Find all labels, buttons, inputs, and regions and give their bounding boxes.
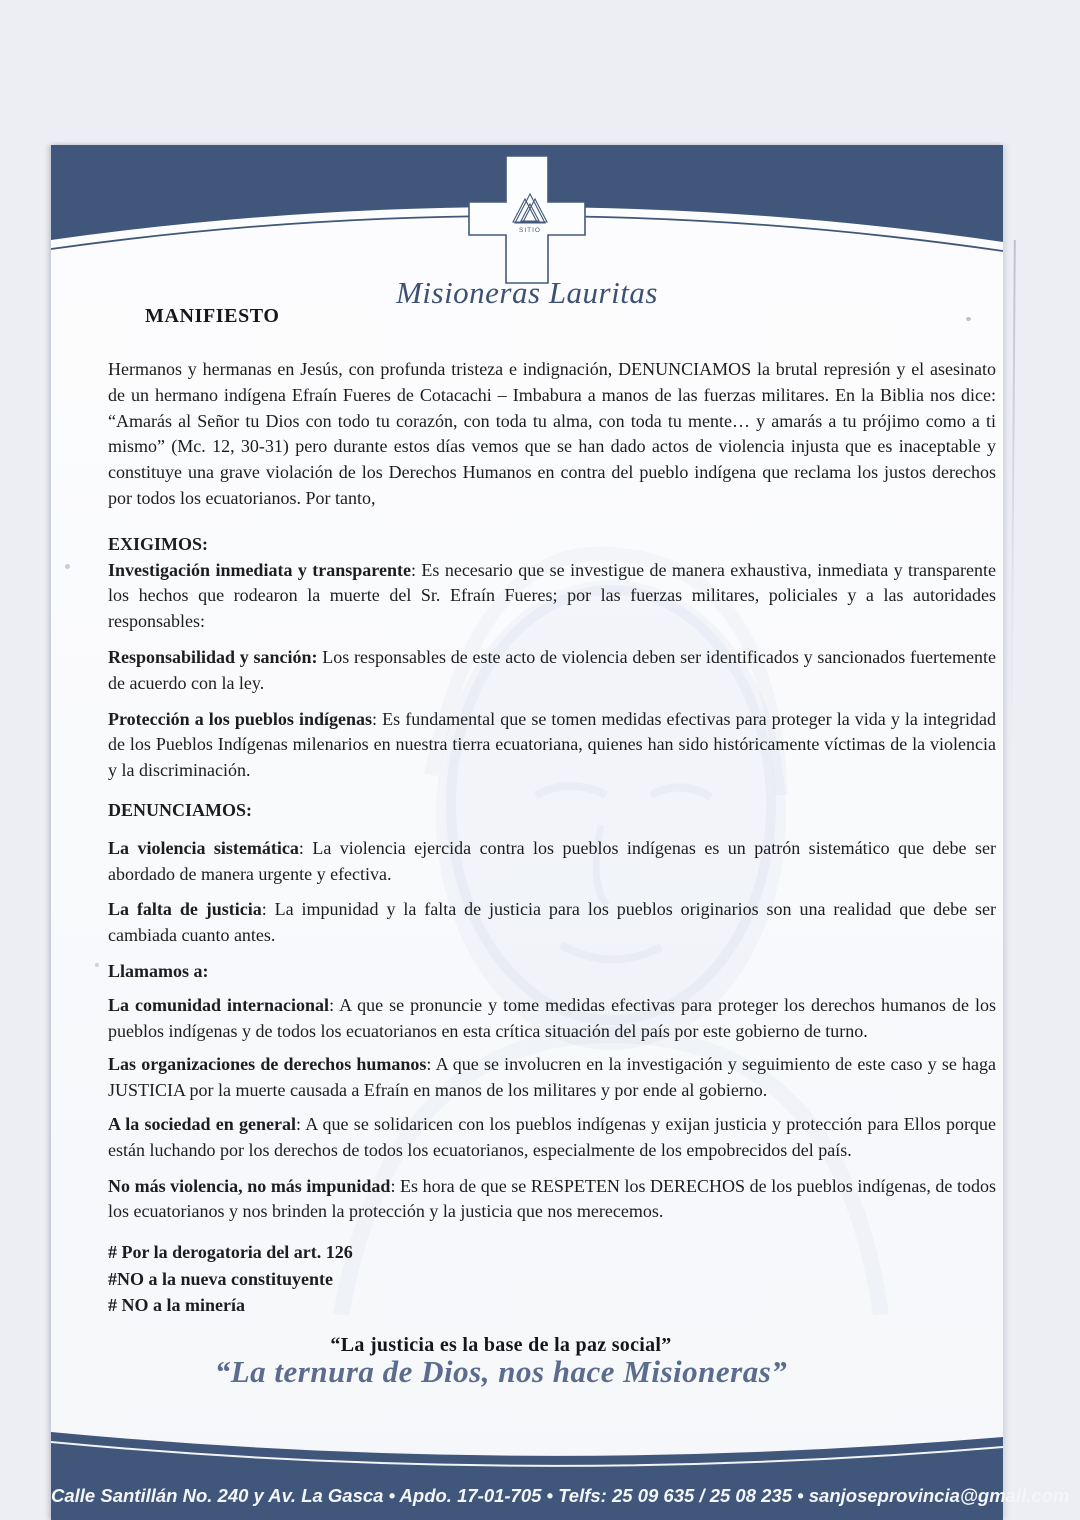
- footer-address: Calle Santillán No. 240 y Av. La Gasca • Apdo. 17-01-705 • Telfs: 25 09 635 / 25 08 235 • sanjoseprovincia@gmail.com: [51, 1485, 1070, 1506]
- hashtag-line: # Por la derogatoria del art. 126: [108, 1242, 353, 1263]
- paragraph-violencia-sistematica: [108, 836, 996, 888]
- scan-speck: [95, 963, 99, 967]
- section-heading-llamamos: Llamamos a:: [108, 960, 209, 981]
- manifesto-body: [108, 357, 997, 1390]
- scan-speck: [966, 317, 971, 321]
- paragraph-lead: La violencia sistemática: [108, 837, 299, 858]
- section-heading-exigimos: EXIGIMOS:: [108, 533, 209, 554]
- hashtag-line: # NO a la minería: [108, 1295, 245, 1316]
- paragraph-lead: Investigación inmediata y transparente: [108, 559, 411, 580]
- paragraph-lead: La falta de justicia: [108, 899, 262, 920]
- paragraph-text: : Es necesario que se investigue de manera exhaustiva, inmediata y transparente los hechos que rodearon la muerte del Sr. Efraín Fueres; por las fuerzas militares, policiales y a las autoridades responsables:: [108, 559, 996, 632]
- paragraph-lead: No más violencia, no más impunidad: [108, 1175, 391, 1196]
- congregation-wordmark: Misioneras Lauritas: [396, 275, 658, 310]
- paragraph-lead: Protección a los pueblos indígenas: [108, 708, 373, 729]
- paragraph-responsabilidad: [108, 645, 996, 697]
- document-page: [51, 145, 1070, 1520]
- paragraph-lead: Responsabilidad y sanción:: [108, 646, 318, 667]
- paragraph-text: : La impunidad y la falta de justicia para los pueblos originarios son una realidad que debe ser cambiada cuanto antes.: [108, 899, 996, 946]
- paragraph-lead: A la sociedad en general: [108, 1113, 297, 1134]
- scan-speck: [65, 564, 70, 569]
- paragraph-organizaciones-ddhh: [108, 1052, 996, 1104]
- paper-crease: [1010, 240, 1016, 760]
- paragraph-lead: Las organizaciones de derechos humanos: [108, 1054, 427, 1075]
- paragraph-text: : A que se pronuncie y tome medidas efectivas para proteger los derechos humanos de los pueblos indígenas y de todos los ecuatorianos en esta crítica situación del país por este gobierno de turno.: [108, 994, 997, 1041]
- intro-paragraph: Hermanos y hermanas en Jesús, con profunda tristeza e indignación, DENUNCIAMOS la brutal represión y el asesinato de un hermano indígena Efraín Fueres de Cotacachi – Imbabura a manos de las fuerzas militares. En la Biblia nos dice: “Amarás al Señor tu Dios con todo tu corazón, con toda tu alma, con toda tu mente… y amarás a tu prójimo como a ti mismo” (Mc. 12, 30-31) pero durante estos días vemos que se han dado actos de violencia injusta que es inaceptable y constituye una grave violación de los Derechos Humanos en contra del pueblo indígena que reclama los justos derechos por todos los ecuatorianos. Por tanto,: [108, 359, 996, 508]
- paragraph-lead: La comunidad internacional: [108, 994, 330, 1015]
- quote-motto: “La ternura de Dios, nos hace Misioneras”: [214, 1354, 788, 1390]
- closing-quotes: [25, 1333, 977, 1390]
- paragraph-text: : Es hora de que se RESPETEN los DERECHOS de los pueblos indígenas, de todos los ecuatorianos y nos brinden la protección y la justicia que nos merecemos.: [108, 1175, 996, 1222]
- paragraph-falta-justicia: [108, 897, 996, 949]
- paragraph-text: : A que se solidaricen con los pueblos indígenas y exijan justicia y protección para Ellos porque están luchando por los derechos de todos los ecuatorianos, especialmente de los empobrecidos del país.: [108, 1113, 996, 1160]
- paragraph-investigacion: [108, 558, 996, 635]
- header-band: [51, 145, 1003, 295]
- quote-justice: “La justicia es la base de la paz social”: [330, 1333, 672, 1356]
- paragraph-no-mas-violencia: [108, 1174, 996, 1226]
- section-heading-denunciamos: DENUNCIAMOS:: [108, 799, 252, 820]
- paragraph-text: Los responsables de este acto de violencia deben ser identificados y sancionados fuertemente de acuerdo con la ley.: [108, 646, 996, 693]
- emblem-label: SITIO: [519, 227, 541, 234]
- paragraph-comunidad-internacional: [108, 993, 996, 1045]
- paragraph-sociedad-general: [108, 1112, 996, 1164]
- paragraph-text: : Es fundamental que se tomen medidas efectivas para proteger la vida y la integridad de los Pueblos Indígenas milenarios en nuestra tierra ecuatoriana, quienes han sido históricamente víctimas de la violencia y la discriminación.: [108, 708, 996, 781]
- hashtag-lines: [108, 1239, 996, 1319]
- document-title: MANIFIESTO: [145, 305, 280, 327]
- paragraph-text: : La violencia ejercida contra los pueblos indígenas es un patrón sistemático que debe ser abordado de manera urgente y efectiva.: [108, 837, 996, 884]
- hashtag-line: #NO a la nueva constituyente: [108, 1268, 333, 1289]
- paragraph-proteccion: [108, 707, 996, 784]
- paragraph-text: : A que se involucren en la investigación y seguimiento de este caso y se haga JUSTICIA por la muerte causada a Efraín en manos de los militares y por ende al gobierno.: [108, 1054, 996, 1101]
